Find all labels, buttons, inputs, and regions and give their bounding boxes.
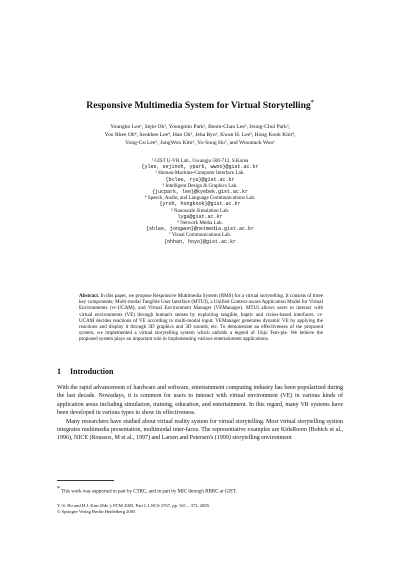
author-list <box>60 123 340 147</box>
abstract-label: Abstract. <box>79 293 100 299</box>
body-text <box>57 384 343 443</box>
author-line: Youngho Lee¹, Sejin Oh¹, Youngmin Park¹, Beom-Chan Lee², Jeung-Chul Park³, <box>110 124 290 130</box>
affiliation-line: ² Human-Machine-Computer Interface Lab. <box>155 170 245 177</box>
author-line: Yong-Gu Lee⁵, JongWon Kim⁶, Yo-Sung Ho⁷, and Woontack Woo¹ <box>125 140 275 146</box>
affiliation-line: ⁶ Network Media Lab. <box>177 220 223 227</box>
paper-title <box>40 97 360 112</box>
affiliation-line: ⁴ Speech, Audio, and Language Communications Lab. <box>144 195 256 202</box>
section-title: Introduction <box>70 367 114 376</box>
affiliation-email: {jucpark, lee}@kyebek.gist.ac.kr <box>151 189 248 196</box>
abstract-text: In this paper, we propose Responsive Multimedia System (RMS) for a virtual storytelling. It consists of three key components; Multi-modal Tangible User Interface (MTUI), a Unified Context-aware Application Model for Virtual Environments (vr-UCAM), and Virtual Environment Manager (VEManager). MTUI allows users to interact with virtual environments (VE) through human's senses by exploiting tangible, haptic and vision-based interfaces. vr-UCAM decides reactions of VE according to multi-modal input. VEManager generates dynamic VE by applying the reactions and display it through 3D graphics and 3D sounds, etc. To demonstrate an effectiveness of the proposed system, we implemented a virtual storytelling system which unfolds a legend of Unju Tem-ple. We believe the proposed system plays an important role in implementing various entertainment applications. <box>79 293 323 343</box>
affiliation-list <box>95 158 305 245</box>
affiliation-email: {bclee, ryu}@gist.ac.kr <box>165 176 235 183</box>
affiliation-line: ⁷ Visual Communications Lab. <box>168 232 232 239</box>
footnote <box>57 486 343 496</box>
affiliation-line: ⁵ Nanoscale Simulation Lab. <box>170 207 230 214</box>
affiliation-email: {ohhan, hoyo}@gist.ac.kr <box>163 238 236 245</box>
footnote-divider <box>57 480 114 481</box>
publication-credits <box>57 503 343 515</box>
footnote-text: This work was supported in part by CTRC, and in part by MIC through RBRC at GIST. <box>61 489 237 495</box>
affiliation-email: {shlee, jongwon}@netmedia.gist.ac.kr <box>145 226 255 233</box>
author-line: Yoo Rhee Oh⁴, Seokhee Lee⁴, Han Oh⁵, Jeha Ryu², Kwan H. Lee³, Hong Kook Kim⁴, <box>104 132 296 138</box>
abstract <box>79 293 323 343</box>
affiliation-email: {ylee, sejinoh, ypark, wwoo}@gist.ac.kr <box>141 164 259 171</box>
section-number: 1 <box>57 367 61 376</box>
affiliation-email: {yroh, hongkook}@gist.ac.kr <box>159 201 241 208</box>
footnote-mark: * <box>57 486 60 492</box>
citation-line: Y.-S. Ho and H.J. Kim (Eds.): PCM 2005, Part I, LNCS 3767, pp. 361 – 372, 2005. <box>57 503 211 508</box>
copyright-line: © Springer-Verlag Berlin Heidelberg 2005 <box>57 509 136 514</box>
body-paragraph: Many researchers have studied about virtual reality system for virtual storytelling. Most virtual storytelling system integrates multimedia presentation, multimodal inter-faces. The representative examples are KidsRoom (Bobick et al., 1996), NICE (Roussos, M et al., 1997) and Larsen and Petersen's (1999) storytelling environment <box>57 418 343 442</box>
section-heading <box>57 367 113 376</box>
affiliation-line: ¹ GIST U-VR Lab., Gwangju 500-712, S.Korea <box>151 158 249 164</box>
body-paragraph: With the rapid advancement of hardware and software, entertainment computing industry has been popularized during the last decade. Nowadays, it is common for users to interact with virtual environment (VE) in various kinds of application areas including simulation, training, education, and entertainment. In this regard, many VR systems have been developed in various types to show its effectiveness. <box>57 385 343 417</box>
affiliation-email: lygu@gist.ac.kr <box>177 213 223 220</box>
title-footnote-mark: * <box>310 100 314 106</box>
affiliation-line: ³ Intelligent Design & Graphics Lab. <box>162 182 238 189</box>
title-text: Responsive Multimedia System for Virtual Storytelling <box>86 100 311 112</box>
